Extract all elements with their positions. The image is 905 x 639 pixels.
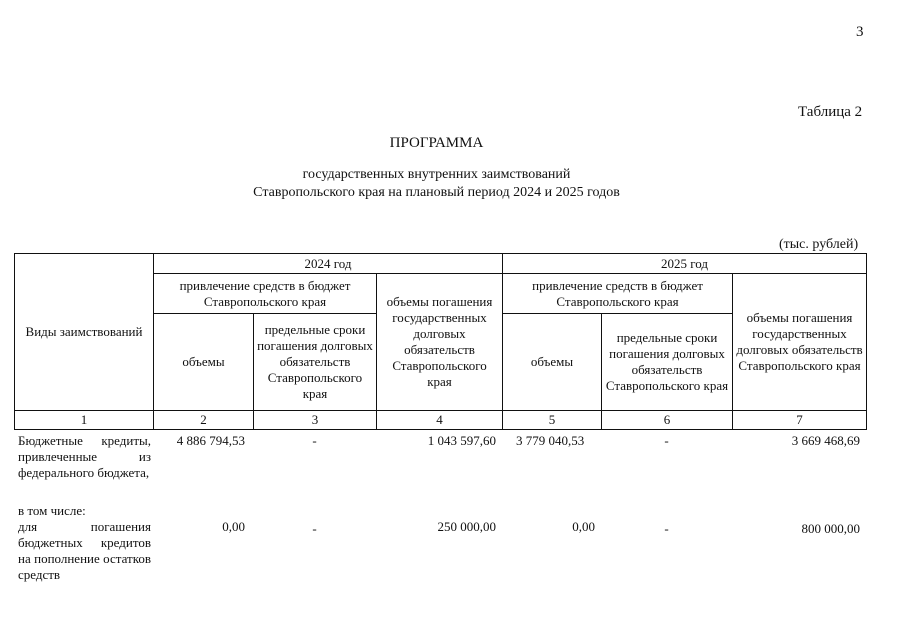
- header-terms-2025: предельные сроки погашения долговых обязательств Ставропольского края: [602, 314, 733, 411]
- header-volumes-2024: объемы: [154, 314, 254, 411]
- cell-2025-repayment: 800 000,00: [801, 521, 860, 536]
- row-name: для погашения бюджетных кредитов на пополнение остатков средств: [18, 519, 151, 582]
- document-subtitle-line-2: Ставропольского края на плановый период 2024 и 2025 годов: [253, 185, 620, 200]
- header-terms-2024: предельные сроки погашения долговых обязательств Ставропольского края: [254, 314, 377, 411]
- header-volumes-2025: объемы: [503, 314, 602, 411]
- cell-2024-term: -: [312, 521, 317, 536]
- column-number: 4: [377, 411, 503, 430]
- row-name: в том числе:: [18, 503, 86, 518]
- cell-2025-term: -: [664, 433, 669, 448]
- header-year-2024: 2024 год: [154, 254, 503, 274]
- units-label: (тыс. рублей): [779, 237, 859, 252]
- header-kinds: Виды заимствований: [15, 254, 154, 411]
- row-name: Бюджетные кредиты, привлеченные из федерального бюджета,: [18, 433, 151, 480]
- borrowing-program-table-header: [14, 253, 867, 430]
- table-label: Таблица 2: [798, 104, 863, 120]
- cell-2025-repayment: 3 669 468,69: [791, 433, 860, 448]
- cell-2024-volume: 0,00: [222, 519, 245, 534]
- page-number: 3: [856, 24, 864, 40]
- header-year-2025: 2025 год: [503, 254, 867, 274]
- cell-2024-repayment: 1 043 597,60: [427, 433, 496, 448]
- document-subtitle-line-1: государственных внутренних заимствований: [302, 167, 571, 182]
- column-number: 7: [733, 411, 867, 430]
- column-number: 6: [602, 411, 733, 430]
- cell-2025-volume: 0,00: [572, 519, 595, 534]
- document-title: ПРОГРАММА: [389, 135, 484, 151]
- cell-2025-term: -: [664, 521, 669, 536]
- column-number: 1: [15, 411, 154, 430]
- column-number: 3: [254, 411, 377, 430]
- cell-2024-term: -: [312, 433, 317, 448]
- header-attraction-2025: привлечение средств в бюджет Ставропольского края: [503, 274, 733, 314]
- cell-2025-volume: 3 779 040,53: [516, 433, 585, 448]
- column-number: 5: [503, 411, 602, 430]
- header-repayment-2025: объемы погашения государственных долговых обязательств Ставропольского края: [733, 274, 867, 411]
- cell-2024-volume: 4 886 794,53: [176, 433, 245, 448]
- header-repayment-2024: объемы погашения государственных долговых обязательств Ставропольского края: [377, 274, 503, 411]
- header-attraction-2024: привлечение средств в бюджет Ставропольского края: [154, 274, 377, 314]
- column-number: 2: [154, 411, 254, 430]
- cell-2024-repayment: 250 000,00: [437, 519, 496, 534]
